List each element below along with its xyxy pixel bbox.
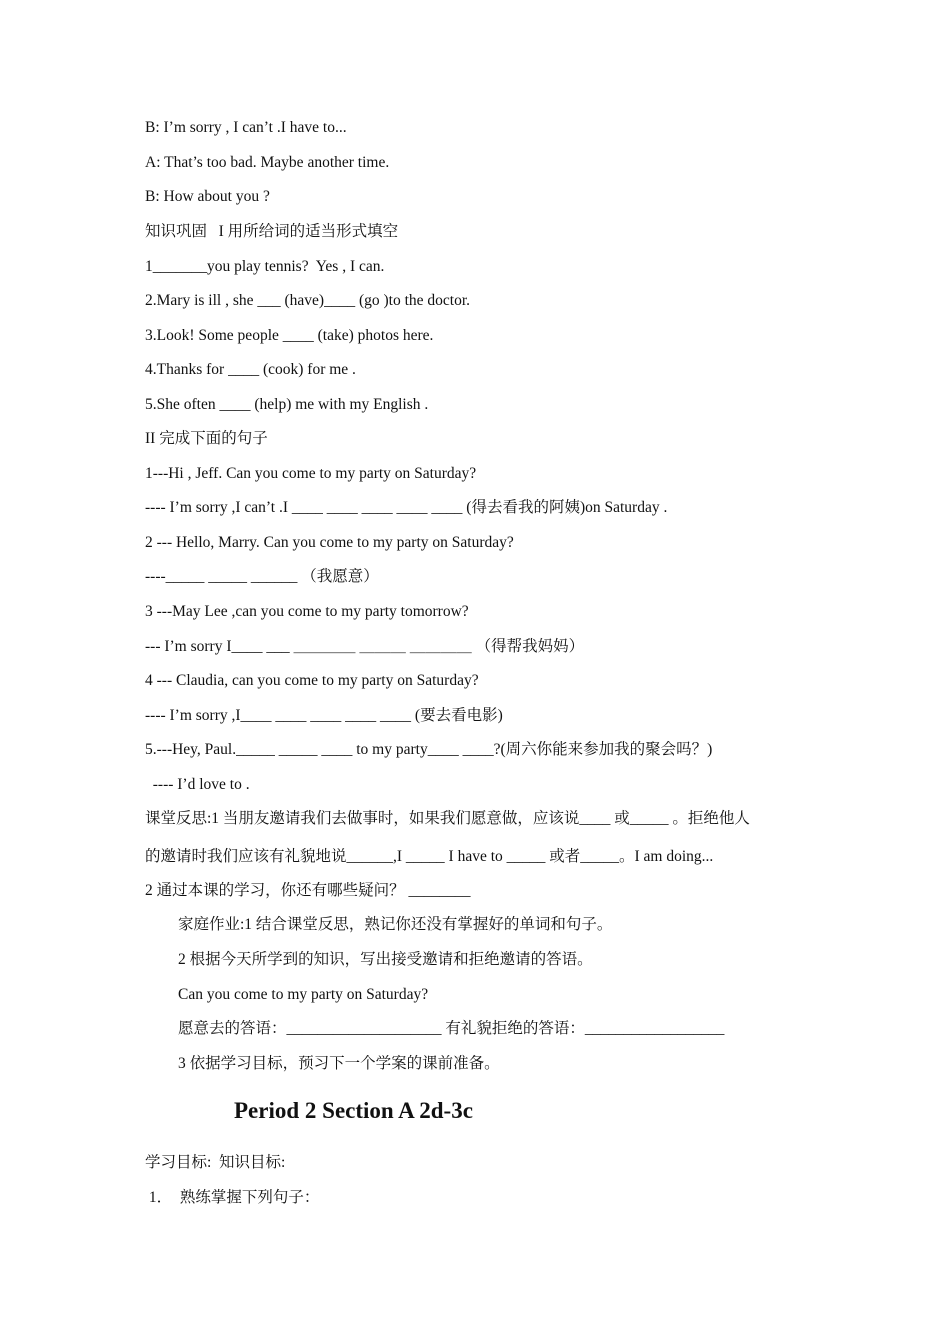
homework-question: Can you come to my party on Saturday?: [178, 986, 429, 1003]
exercise-2-q5: 5.---Hey, Paul._____ _____ ____ to my party____ ____?(周六你能来参加我的聚会吗？): [145, 741, 713, 758]
exercise-2-q2: 2 --- Hello, Marry. Can you come to my party on Saturday?: [145, 534, 514, 551]
dialogue-line-b-how-about: B: How about you ?: [145, 188, 270, 205]
exercise-2-a4: ---- I’m sorry ,I____ ____ ____ ____ ____ (要去看电影): [145, 707, 503, 724]
exercise-2-a3: --- I’m sorry I____ ___ ＿＿＿＿ ＿＿＿ ＿＿＿＿ （得帮我妈妈）: [145, 638, 585, 655]
homework-answers: 愿意去的答语：____________________ 有礼貌拒绝的答语：__________________: [178, 1020, 725, 1037]
exercise-2-a2: ----_____ _____ ______ （我愿意）: [145, 568, 379, 585]
learning-goals-item-1: 1． 熟练掌握下列句子：: [145, 1189, 320, 1206]
exercise-2-q1: 1---Hi , Jeff. Can you come to my party on Saturday?: [145, 465, 477, 482]
exercise-1-item-2: 2.Mary is ill , she ___ (have)____ (go )to the doctor.: [145, 292, 471, 309]
exercise-2-q3: 3 ---May Lee ,can you come to my party tomorrow?: [145, 603, 469, 620]
exercise-1-item-1: 1_______you play tennis? Yes , I can.: [145, 258, 385, 275]
reflection-line-1: 课堂反思:1 当朋友邀请我们去做事时，如果我们愿意做，应该说____ 或_____ 。拒绝他人: [145, 810, 750, 827]
exercise-1-item-4: 4.Thanks for ____ (cook) for me .: [145, 361, 356, 378]
dialogue-line-a-too-bad: A: That’s too bad. Maybe another time.: [145, 154, 390, 171]
section-title: Period 2 Section A 2d-3c: [234, 1098, 473, 1123]
learning-goals-heading: 学习目标: 知识目标:: [145, 1154, 286, 1171]
exercise-2-q4: 4 --- Claudia, can you come to my party on Saturday?: [145, 672, 479, 689]
reflection-line-2: 的邀请时我们应该有礼貌地说______,I _____ I have to _____ 或者_____。I am doing...: [145, 848, 714, 865]
exercise-1-item-5: 5.She often ____ (help) me with my English .: [145, 396, 429, 413]
homework-line-1: 家庭作业:1 结合课堂反思，熟记你还没有掌握好的单词和句子。: [178, 916, 613, 933]
homework-line-2: 2 根据今天所学到的知识，写出接受邀请和拒绝邀请的答语。: [178, 951, 593, 968]
homework-line-3: 3 依据学习目标，预习下一个学案的课前准备。: [178, 1055, 500, 1072]
exercise-2-a1: ---- I’m sorry ,I can’t .I ____ ____ ____ ____ ____ (得去看我的阿姨)on Saturday .: [145, 499, 668, 516]
dialogue-line-b-sorry: B: I’m sorry , I can’t .I have to...: [145, 119, 347, 136]
reflection-line-3: 2 通过本课的学习，你还有哪些疑问？ ________: [145, 882, 471, 899]
exercise-1-heading: 知识巩固 I 用所给词的适当形式填空: [145, 223, 399, 240]
exercise-2-a5: ---- I’d love to .: [145, 776, 250, 793]
exercise-1-item-3: 3.Look! Some people ____ (take) photos here.: [145, 327, 434, 344]
exercise-2-heading: II 完成下面的句子: [145, 430, 268, 447]
